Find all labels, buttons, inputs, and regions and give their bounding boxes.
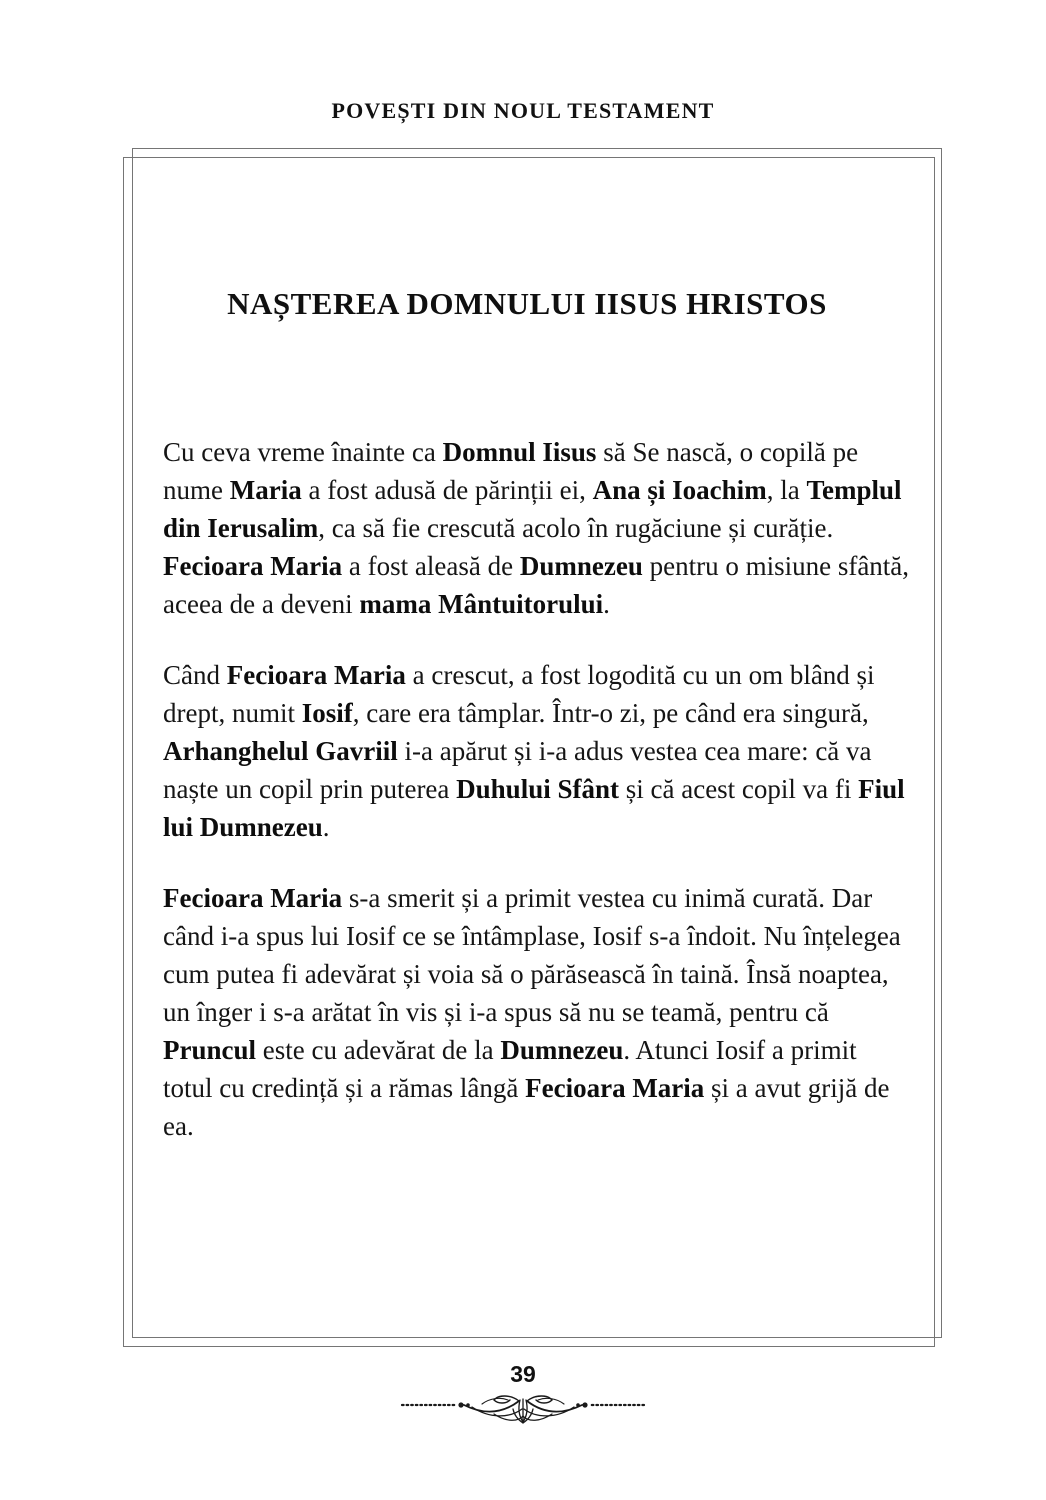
text-run: , ca să fie crescută acolo în rugăciune și curăție. — [318, 513, 834, 543]
text-run: și că acest copil va fi — [619, 774, 859, 804]
bold-text-run: Pruncul — [163, 1035, 257, 1065]
story-title: NAȘTEREA DOMNULUI IISUS HRISTOS — [227, 286, 827, 321]
text-run: , la — [766, 475, 807, 505]
flourish-divider-icon — [398, 1388, 648, 1430]
text-run: i-a apărut și i-a adus vestea cea mare: că va naște un copil prin puterea — [163, 736, 872, 804]
bold-text-run: Ana și Ioachim — [592, 475, 767, 505]
bold-text-run: Maria — [229, 475, 302, 505]
text-run: este cu adevărat de la — [256, 1035, 501, 1065]
bold-text-run: Fecioara Maria — [226, 660, 406, 690]
text-run: a fost adusă de părinții ei, — [301, 475, 593, 505]
bold-text-run: Domnul Iisus — [442, 437, 597, 467]
text-run: a fost aleasă de — [342, 551, 520, 581]
story-text — [163, 433, 911, 1178]
page-number: 39 — [510, 1361, 536, 1387]
bold-text-run: mama Mântuitorului — [359, 589, 604, 619]
text-run: și a avut grijă de ea. — [163, 1073, 890, 1141]
text-run: a crescut, a fost logodită cu un om blând și drept, numit — [163, 660, 875, 728]
text-run: . Atunci Iosif a primit totul cu credință și a rămas lângă — [163, 1035, 857, 1103]
running-header: POVEȘTI DIN NOUL TESTAMENT — [331, 98, 715, 123]
bold-text-run: Fecioara Maria — [525, 1073, 705, 1103]
paragraph — [163, 656, 911, 846]
bold-text-run: Dumnezeu — [500, 1035, 624, 1065]
text-run: să Se nască, o copilă pe nume — [163, 437, 859, 505]
text-run: . — [322, 812, 330, 842]
text-run: s-a smerit și a primit vestea cu inimă curată. Dar când i-a spus lui Iosif ce se întâmplase, Iosif s-a îndoit. Nu înțelegea cum putea fi adevărat și voia să o părăsească în taină. Însă noaptea, un înger i s-a arătat în vis și i-a spus să nu se teamă, pentru că — [163, 883, 901, 1027]
text-run: pentru o misiune sfântă, aceea de a deveni — [163, 551, 910, 619]
bold-text-run: Dumnezeu — [519, 551, 643, 581]
bold-text-run: Duhului Sfânt — [456, 774, 619, 804]
paragraph — [163, 433, 911, 623]
bold-text-run: Iosif — [301, 698, 353, 728]
bold-text-run: Templul din Ierusalim — [163, 475, 902, 543]
text-run: Când — [163, 660, 227, 690]
bold-text-run: Fiul lui Dumnezeu — [163, 774, 905, 842]
paragraph — [163, 879, 911, 1145]
bold-text-run: Fecioara Maria — [163, 551, 343, 581]
text-run: , care era tâmplar. Într-o zi, pe când era singură, — [352, 698, 869, 728]
text-run: Cu ceva vreme înainte ca — [163, 437, 443, 467]
bold-text-run: Fecioara Maria — [163, 883, 343, 913]
bold-text-run: Arhanghelul Gavriil — [163, 736, 398, 766]
text-run: . — [603, 589, 610, 619]
